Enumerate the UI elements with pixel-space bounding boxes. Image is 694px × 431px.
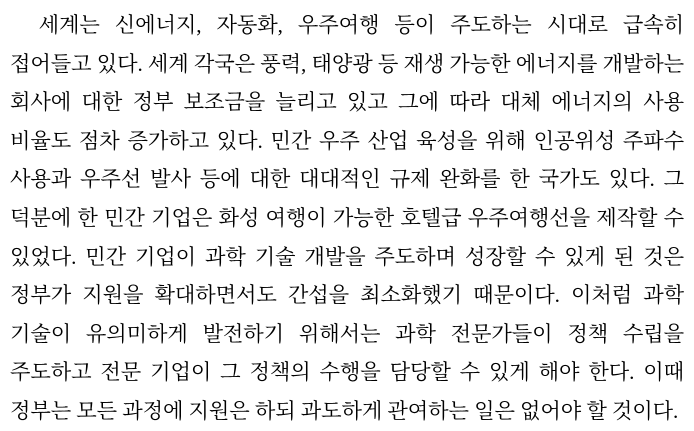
passage-body	[10, 6, 684, 431]
paragraph: 세계는 신에너지, 자동화, 우주여행 등이 주도하는 시대로 급속히 접어들고 있다. 세계 각국은 풍력, 태양광 등 재생 가능한 에너지를 개발하는 회사에 대한 정부 보조금을 늘리고 있고 그에 따라 대체 에너지의 사용 비율도 점차 증가하고 있다. 민간 우주 산업 육성을 위해 인공위성 주파수 사용과 우주선 발사 등에 대한 대대적인 규제 완화를 한 국가도 있다. 그 덕분에 한 민간 기업은 화성 여행이 가능한 호텔급 우주여행선을 제작할 수 있었다. 민간 기업이 과학 기술 개발을 주도하며 성장할 수 있게 된 것은 정부가 지원을 확대하면서도 간섭을 최소화했기 때문이다. 이처럼 과학 기술이 유의미하게 발전하기 위해서는 과학 전문가들이 정책 수립을 주도하고 전문 기업이 그 정책의 수행을 담당할 수 있게 해야 한다. 이때 정부는 모든 과정에 지원은 하되 과도하게 관여하는 일은 없어야 할 것이다.	[10, 13, 684, 423]
